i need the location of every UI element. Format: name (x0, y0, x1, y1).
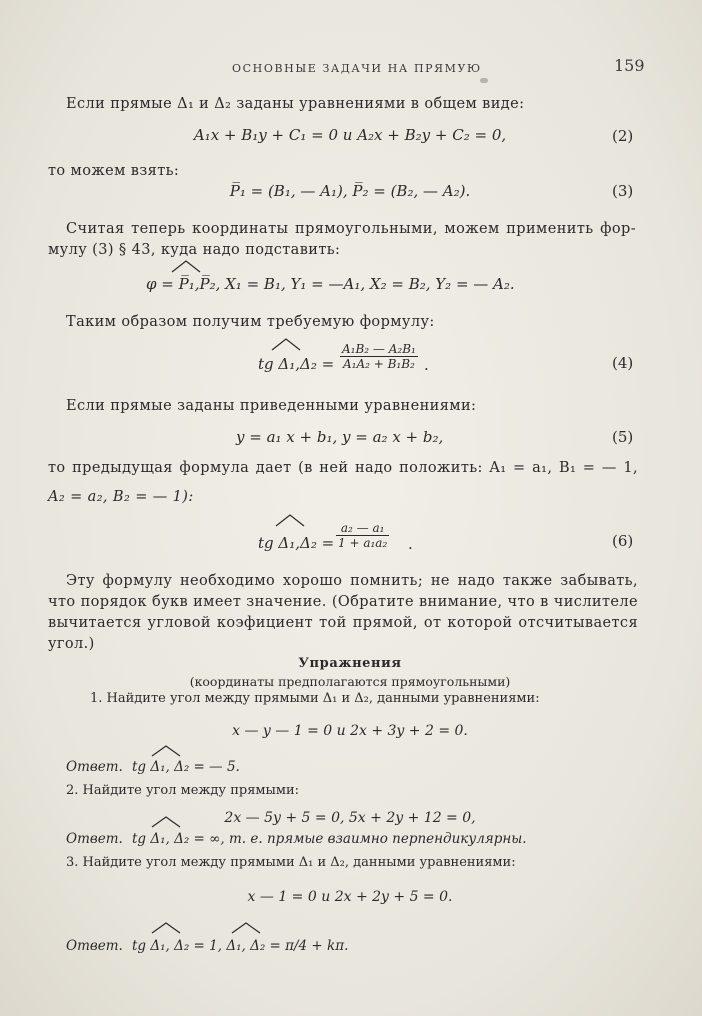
text-line: Если прямые Δ₁ и Δ₂ заданы уравнениями в общем виде: (66, 96, 525, 112)
exercise-3-answer: tg Δ₁, Δ₂ = 1, Δ₁, Δ₂ = π/4 + kπ. (132, 938, 349, 954)
text-line: Если прямые заданы приведенными уравнениями: (66, 398, 477, 414)
exercise-3: 3. Найдите угол между прямыми Δ₁ и Δ₂, данными уравнениями: (66, 855, 516, 870)
equation-6-lhs: tg Δ₁,Δ₂ = (258, 534, 335, 552)
exercise-2-equation: 2x — 5y + 5 = 0, 5x + 2y + 12 = 0, (224, 810, 476, 826)
fraction-denominator: 1 + a₁a₂ (338, 536, 388, 550)
angle-hat-mark (170, 258, 202, 274)
equation-phi: φ = P̅₁,P̅₂, X₁ = B₁, Y₁ = —A₁, X₂ = B₂, Y₂ = — A₂. (146, 275, 515, 293)
text-line: вычитается угловой коэфициент той прямой, от которой отсчитывается (48, 615, 638, 631)
text-line: что порядок букв имеет значение. (Обратите внимание, что в числителе (48, 594, 638, 610)
equation-number: (4) (612, 354, 634, 372)
equation-number: (5) (612, 428, 634, 446)
ink-smudge (480, 78, 488, 83)
fraction-numerator: a₂ — a₁ (336, 521, 389, 536)
answer-label: Ответ. (66, 938, 123, 954)
angle-hat-mark (274, 512, 306, 528)
exercise-3-equation: x — 1 = 0 и 2x + 2y + 5 = 0. (247, 889, 453, 905)
equation-2: A₁x + B₁y + C₁ = 0 и A₂x + B₂y + C₂ = 0, (193, 126, 507, 144)
exercise-1-equation: x — y — 1 = 0 и 2x + 3y + 2 = 0. (232, 723, 468, 739)
equation-3: P̅₁ = (B₁, — A₁), P̅₂ = (B₂, — A₂). (229, 182, 471, 200)
equation-5: y = a₁ x + b₁, y = a₂ x + b₂, (236, 428, 444, 446)
exercise-1: 1. Найдите угол между прямыми Δ₁ и Δ₂, данными уравнениями: (90, 691, 540, 706)
fraction-denominator: A₁A₂ + B₁B₂ (342, 357, 415, 371)
text-line: Таким образом получим требуемую формулу: (66, 314, 435, 330)
angle-hat-mark (150, 815, 182, 829)
answer-label: Ответ. (66, 759, 123, 775)
angle-hat-mark (150, 744, 182, 758)
equation-number: (2) (612, 127, 634, 145)
exercises-title: Упражнения (298, 656, 402, 671)
text-line: угол.) (48, 636, 95, 652)
text-line: то можем взять: (48, 163, 180, 179)
answer-label: Ответ. (66, 831, 123, 847)
text-line: A₂ = a₂, B₂ = — 1): (48, 489, 194, 505)
period: . (424, 356, 429, 374)
exercise-2-answer: tg Δ₁, Δ₂ = ∞, т. е. прямые взаимно перпендикулярны. (132, 831, 527, 847)
equation-6-fraction (336, 521, 389, 550)
equation-4-fraction (340, 342, 418, 371)
angle-hat-mark (270, 336, 302, 352)
text-line: Считая теперь координаты прямоугольными, можем применить фор- (66, 221, 636, 237)
fraction-numerator: A₁B₂ — A₂B₁ (342, 342, 416, 356)
equation-number: (6) (612, 532, 634, 550)
exercise-1-answer: tg Δ₁, Δ₂ = — 5. (132, 759, 240, 775)
period: . (408, 535, 413, 553)
text-line: мулу (3) § 43, куда надо подставить: (48, 242, 341, 258)
text-line: то предыдущая формула дает (в ней надо положить: A₁ = a₁, B₁ = — 1, (48, 460, 638, 476)
exercises-subtitle: (координаты предполагаются прямоугольными) (189, 674, 511, 689)
exercise-2: 2. Найдите угол между прямыми: (66, 783, 300, 798)
page-number: 159 (614, 56, 645, 75)
equation-number: (3) (612, 182, 634, 200)
running-title: ОСНОВНЫЕ ЗАДАЧИ НА ПРЯМУЮ (232, 62, 482, 75)
text-line: Эту формулу необходимо хорошо помнить; не надо также забывать, (66, 573, 638, 589)
equation-4-lhs: tg Δ₁,Δ₂ = (258, 355, 335, 373)
angle-hat-marks (150, 921, 270, 935)
